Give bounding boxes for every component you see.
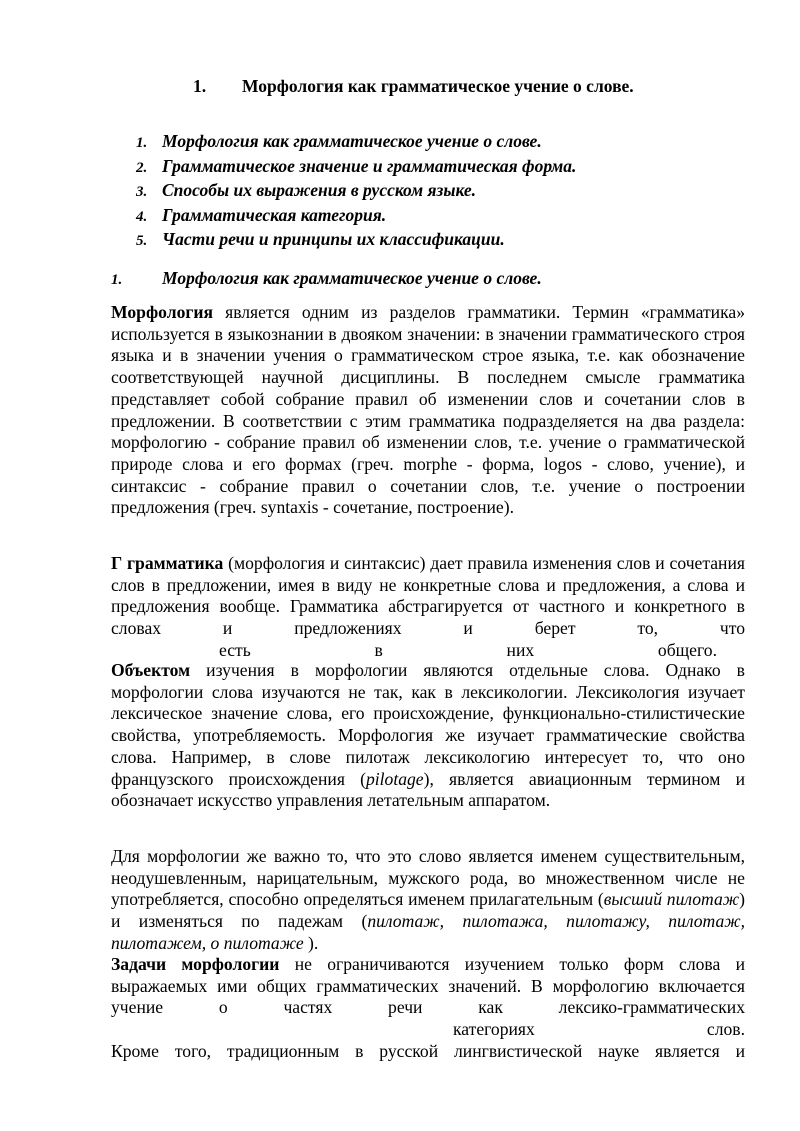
toc-item: 3. Способы их выражения в русском языке. — [136, 180, 476, 200]
term-tasks: Задачи морфологии — [111, 954, 280, 974]
toc-item: 2. Грамматическое значение и грамматическая форма. — [136, 155, 577, 176]
section-heading — [111, 268, 542, 289]
term-morphology: Морфология — [111, 302, 214, 322]
section-number: 1. — [111, 272, 123, 288]
title-number: 1. — [193, 76, 207, 96]
paragraph-object: Объектом изучения в морфологии являются отдельные слова. Однако в морфологии слова изучаются не так, как в лексикологии. Лексикология изучает лексическое значение слова, его происхождение, функционально-стилистические свойства, употребляемость. Морфология же изучает грамматические свойства слова. Например, в слове пилотаж лексикологию интересует то, что оно французского происхождения (pilotage), является авиационным термином и обозначает искусство управления летательным аппаратом. — [111, 660, 745, 811]
toc-item: 1. Морфология как грамматическое учение о слове. — [136, 131, 542, 151]
paragraph-text: (морфология и синтаксис) дает правила изменения слов и сочетания слов в предложении, имея в виду не конкретные слова и предложения, а слова и предложения вообще. Грамматика абстрагируется от частного и конкретного в словах и предложениях и берет то, что — [111, 553, 745, 639]
toc-item: 4. Грамматическая категория. — [136, 204, 387, 225]
table-of-contents — [136, 130, 576, 253]
paragraph-text: является одним из разделов грамматики. Термин «грамматика» используется в языкознании в двояком значении: в значении грамматического строя языка и в значении учения о грамматическом строе языка, т.е. как обозначение соответствующей научной дисциплины. В последнем смысле грамматика представляет собой собрание правил об изменении слов и сочетании слов в предложении. В соответствии с этим грамматика подразделяется на два раздела: морфологию - собрание правил об изменении слов, т.е. учение о грамматической природе слова и его формах (греч. morphe - форма, logos - слово, учение), и синтаксис - собрание правил о сочетании слов, т.е. учение о построении предложения (греч. syntaxis - сочетание, построение). — [111, 302, 745, 518]
section-title: Морфология как грамматическое учение о слове. — [162, 268, 542, 288]
title-text: Морфология как грамматическое учение о слове. — [242, 76, 634, 96]
italic-pilotage: pilotage — [365, 768, 424, 789]
paragraph-for-morphology: Для морфологии же важно то, что это слово является именем существительным, неодушевленным, нарицательным, мужского рода, во множественном числе не употребляется, способно определяться именем прилагательным (высший пилотаж) и изменяться по падежам (пилотаж, пилотажа, пилотажу, пилотаж, пилотажем, о пилотаже ). — [111, 846, 746, 953]
paragraph-tail: есть в них общего. — [219, 639, 717, 660]
paragraph-grammar — [111, 553, 745, 662]
toc-item: 5. Части речи и принципы их классификации. — [136, 229, 505, 249]
paragraph-tasks: Задачи морфологии не ограничиваются изучением только форм слова и выражаемых ими общих грамматических значений. В морфологию включается учение о частях речи как лексико-грамматических категориях слов. Кроме того, традиционным в русской лингвистической науке является и — [111, 954, 745, 1061]
paragraph-continued: Кроме того, традиционным в русской лингвистической науке является и — [111, 1040, 745, 1061]
paragraph-tail: категориях слов. — [453, 1019, 745, 1040]
term-object: Объектом — [111, 660, 191, 680]
paragraph-morphology — [111, 302, 745, 519]
term-grammar: Г грамматика — [111, 553, 224, 573]
